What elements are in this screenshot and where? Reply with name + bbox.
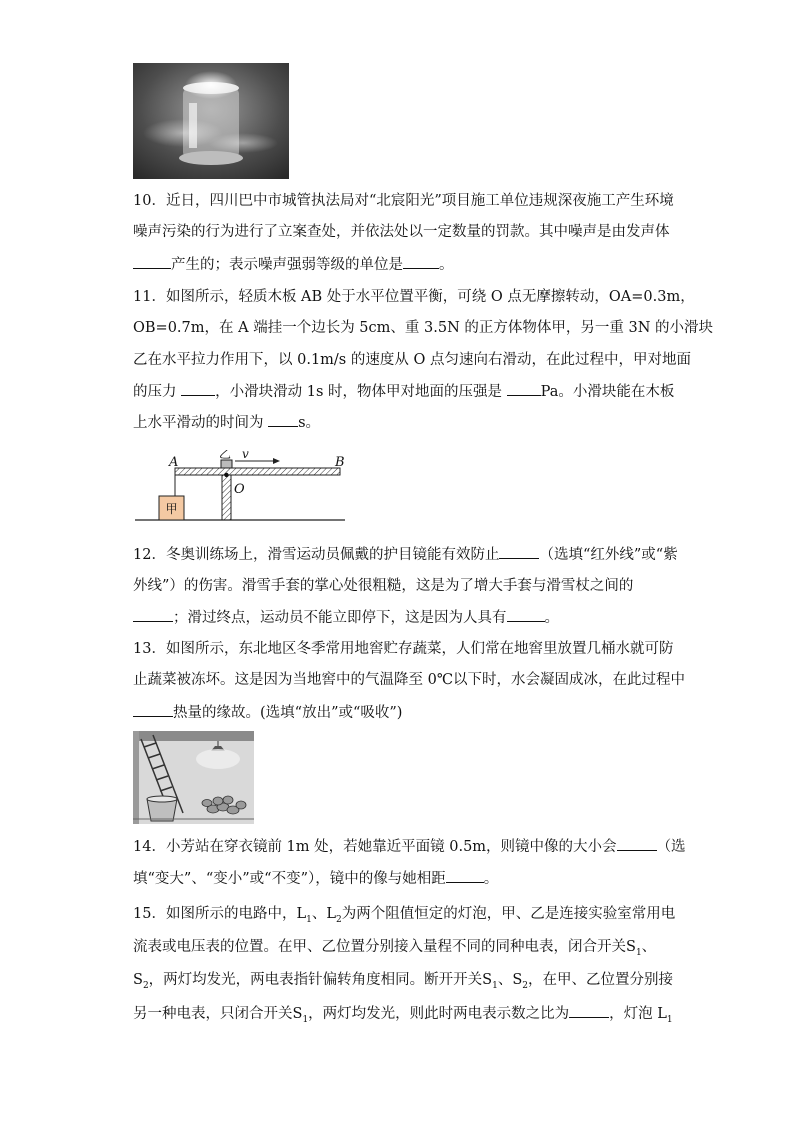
q13-line1: 13．如图所示，东北地区冬季常用地窖贮存蔬菜，人们常在地窖里放置几桶水就可防 xyxy=(133,641,674,657)
answer-blank[interactable] xyxy=(181,381,215,396)
slider-block xyxy=(221,460,232,468)
q10-line3: 产生的；表示噪声强弱等级的单位是 。 xyxy=(133,254,454,275)
answer-blank[interactable] xyxy=(133,607,173,622)
answer-blank[interactable] xyxy=(499,544,539,559)
pivot-pillar xyxy=(222,475,231,520)
label-v: v xyxy=(242,450,249,461)
q10-line1: 10．近日，四川巴中市城管执法局对“北宸阳光”项目施工单位违规深夜施工产生环境 xyxy=(133,193,674,209)
pivot-point xyxy=(224,473,228,477)
beaker-photo xyxy=(133,63,289,179)
q15-line2: 流表或电压表的位置。在甲、乙位置分别接入量程不同的同种电表，闭合开关$S_1$、 xyxy=(133,939,657,958)
answer-blank[interactable] xyxy=(617,836,657,851)
answer-blank[interactable] xyxy=(403,254,439,269)
answer-blank[interactable] xyxy=(133,702,173,717)
q13-line3: 热量的缘故。(选填“放出”或“吸收”) xyxy=(133,702,402,723)
lever-diagram xyxy=(135,450,350,530)
q15-line1: 15．如图所示的电路中，$L_1$、$L_2$为两个阻值恒定的灯泡，甲、乙是连接实验室常用电 xyxy=(133,906,676,925)
q13-line2: 止蔬菜被冻坏。这是因为当地窖中的气温降至 0℃以下时，水会凝固成冰，在此过程中 xyxy=(133,672,686,688)
q10-line2: 噪声污染的行为进行了立案查处，并依法处以一定数量的罚款。其中噪声是由发声体 xyxy=(133,224,670,240)
q15-line4: 另一种电表，只闭合开关$S_1$，两灯均发光，则此时两电表示数之比为 ，灯泡 $L_1$ xyxy=(133,1003,673,1030)
q15-line3: $S_2$，两灯均发光，两电表指针偏转角度相同。断开开关$S_1$、$S_2$，在甲、乙位置分别接 xyxy=(133,972,674,991)
label-yi: 乙 xyxy=(219,450,232,461)
q12-line1: 12．冬奥训练场上，滑雪运动员佩戴的护目镜能有效防止 （选填“红外线”或“紫 xyxy=(133,544,678,565)
answer-blank[interactable] xyxy=(446,868,484,883)
q11-line5: 上水平滑动的时间为 s。 xyxy=(133,412,320,433)
label-jia: 甲 xyxy=(165,502,178,516)
label-O: O xyxy=(234,482,245,497)
q12-line2: 外线”）的伤害。滑雪手套的掌心处很粗糙，这是为了增大手套与滑雪杖之间的 xyxy=(133,578,634,594)
q11-line1: 11．如图所示，轻质木板 AB 处于水平位置平衡，可绕 O 点无摩擦转动，OA=0.3m， xyxy=(133,289,695,305)
answer-blank[interactable] xyxy=(133,254,171,269)
q14-line2: 填“变大”、“变小”或“不变”），镜中的像与她相距 。 xyxy=(133,868,498,889)
answer-blank[interactable] xyxy=(507,607,545,622)
q12-line3: ；滑过终点，运动员不能立即停下，这是因为人具有 。 xyxy=(133,607,559,628)
answer-blank[interactable] xyxy=(569,1003,609,1018)
answer-blank[interactable] xyxy=(507,381,541,396)
q11-line4: 的压力 ，小滑块滑动 1s 时，物体甲对地面的压强是 Pa。小滑块能在木板 xyxy=(133,381,674,402)
cellar-photo xyxy=(133,731,254,824)
answer-blank[interactable] xyxy=(268,412,298,427)
label-A: A xyxy=(169,455,179,470)
q14-line1: 14．小芳站在穿衣镜前 1m 处，若她靠近平面镜 0.5m，则镜中像的大小会 （选 xyxy=(133,836,686,857)
label-B: B xyxy=(335,455,345,470)
lever-board xyxy=(175,468,340,475)
q11-line3: 乙在水平拉力作用下，以 0.1m/s 的速度从 O 点匀速向右滑动，在此过程中，甲对地面 xyxy=(133,352,691,368)
q11-line2: OB=0.7m，在 A 端挂一个边长为 5cm、重 3.5N 的正方体物体甲，另一重 3N 的小滑块 xyxy=(133,320,713,336)
